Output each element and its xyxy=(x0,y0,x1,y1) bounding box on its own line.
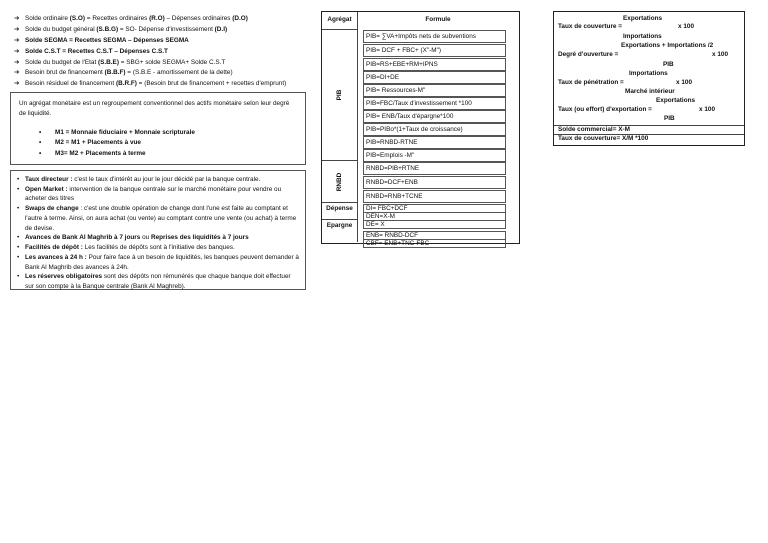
formula-cell-pib: PIB= ENB/Taux d'épargne*100 xyxy=(363,110,506,123)
effort-denominator: PIB xyxy=(664,115,675,122)
bullet-icon: • xyxy=(39,128,42,136)
definition-text: Swaps de change : c'est une double opération de change dont l'une est faite au comptant et l'autre à terme. Ainsi, on aura achat (ou vente) au comptant contre une vente (ou achat) à terme de devise. xyxy=(25,205,297,232)
definition-text: Les réserves obligatoires sont des dépôts non rémunérés que chaque banque doit effectuer sur son compte à la Banque centrale (Bank Al Maghreb). xyxy=(25,273,291,291)
list-item xyxy=(14,15,314,26)
arrow-right-icon: ➔ xyxy=(14,25,20,33)
monetary-aggregate-definition: Un agrégat monétaire est un regroupement conventionnel des actifs monétaire selon leur degré de liquidité. xyxy=(19,100,290,118)
formula-cell-pib: PIB= Ressources-M" xyxy=(363,84,506,97)
budget-balance-list xyxy=(14,15,314,91)
list-item xyxy=(14,59,314,70)
list-item xyxy=(14,48,314,59)
list-item xyxy=(17,253,299,272)
couverture-multiplier: x 100 xyxy=(678,23,694,30)
formula-cell-pib: PIB=FBC/Taux d'investissement *100 xyxy=(363,97,506,110)
definition-text: Avances de Bank Al Maghrib à 7 jours ou Reprises des liquidités à 7 jours xyxy=(25,234,249,242)
formula-cell-pib: PIB=RS+EBE+RM+IPNS xyxy=(363,58,506,71)
definition-text: Taux directeur : c'est le taux d'intérêt au jour le jour décidé par la banque centrale. xyxy=(25,176,261,183)
bullet-icon: • xyxy=(17,253,20,261)
bullet-text: Solde ordinaire (S.O) = Recettes ordinaires (R.O) – Dépenses ordinaires (D.O) xyxy=(25,15,248,22)
group-label-epargne: Epargne xyxy=(326,222,353,229)
bullet-text: Besoin résiduel de financement (B.R.F) = (Besoin brut de financement + recettes d'emprunt) xyxy=(25,80,287,88)
arrow-right-icon: ➔ xyxy=(14,58,20,66)
list-item: • M3= M2 + Placements à terme xyxy=(39,150,297,161)
formula-cell-pib: PIB=RNBD-RTNE xyxy=(363,136,506,149)
definitions-list xyxy=(17,175,299,292)
definition-text: Les avances à 24 h : Pour faire face à un besoin de liquidités, les banques peuvent demander à Bank Al Maghrib des avances à 24h. xyxy=(25,253,299,271)
formula-cell-epargne: ENB= RNBD-DCF xyxy=(363,231,506,240)
formula-cell-pib: PIB= ∑VA+Impôts nets de subventions xyxy=(363,30,506,43)
list-item xyxy=(17,243,299,253)
list-item: • M2 = M1 + Placements à vue xyxy=(39,139,297,150)
bullet-text: Solde C.S.T = Recettes C.S.T – Dépenses C.S.T xyxy=(25,47,168,55)
formula-cell-rnbd: RNBD=RNB+TCNE xyxy=(363,190,506,203)
trade-ratios-box xyxy=(553,11,745,146)
formula-cell-pib: PIB= DCF + FBC+ (X"-M") xyxy=(363,44,506,57)
bullet-text: Besoin brut de financement (B.B.F) = (S.B.E - amortissement de la dette) xyxy=(25,69,233,77)
bullet-icon: • xyxy=(17,273,20,281)
group-cell-pib xyxy=(322,30,358,161)
formula-cell-rnbd: RNBD=DCF+ENB xyxy=(363,176,506,189)
formula-cell-depense: DEN=X-M xyxy=(363,212,506,221)
ouverture-label: Degré d'ouverture = xyxy=(558,51,619,58)
bullet-icon: • xyxy=(39,149,42,157)
effort-multiplier: x 100 xyxy=(699,106,715,113)
formula-cell-rnbd: RNBD=PIB+RTNE xyxy=(363,162,506,175)
taux-couverture-formula: Taux de couverture= X/M *100 xyxy=(558,135,649,142)
definition-text: Facilités de dépôt : Les facilités de dépôts sont à l'initiative des banques. xyxy=(25,244,235,252)
arrow-right-icon: ➔ xyxy=(14,15,20,22)
list-item xyxy=(17,185,299,204)
ouverture-denominator: PIB xyxy=(663,61,674,68)
bullet-text: Solde SEGMA = Recettes SEGMA – Dépenses SEGMA xyxy=(25,36,189,44)
effort-numerator: Exportations xyxy=(656,97,696,104)
list-item xyxy=(14,69,314,80)
formula-cell-depense: DI= FBC+DCF xyxy=(363,204,506,213)
arrow-right-icon: ➔ xyxy=(14,80,20,88)
formula-cell-depense: DE= X xyxy=(363,220,506,229)
arrow-right-icon: ➔ xyxy=(14,47,20,55)
couverture-label: Taux de couverture = xyxy=(558,23,622,30)
group-cell-rnbd xyxy=(322,161,358,203)
list-item xyxy=(17,175,299,185)
bullet-icon: • xyxy=(17,176,20,183)
monetary-aggregates-box xyxy=(10,92,306,165)
ouverture-numerator: Exportations + Importations /2 xyxy=(621,42,714,49)
solde-commercial: Solde commercial= X-M xyxy=(558,126,630,133)
list-item xyxy=(14,37,314,48)
penetration-numerator: Importations xyxy=(629,70,668,77)
formula-cell-pib: PIB=PIBo*(1+Taux de croissance) xyxy=(363,123,506,136)
arrow-right-icon: ➔ xyxy=(14,36,20,44)
group-cell-depense xyxy=(322,203,358,220)
monetary-aggregate-list xyxy=(19,129,297,161)
effort-label: Taux (ou effort) d'exportation = xyxy=(558,106,652,113)
column-header-formule: Formule xyxy=(425,16,451,23)
penetration-multiplier: x 100 xyxy=(676,79,692,86)
group-label-pib: PIB xyxy=(335,89,343,101)
list-item xyxy=(17,233,299,243)
group-cell-epargne xyxy=(322,220,358,242)
list-item xyxy=(17,204,299,233)
aggregate-formula-table xyxy=(321,11,520,247)
bullet-text: Solde du budget général (S.B.G) = SO- Dépense d'investissement (D.I) xyxy=(25,25,228,33)
couverture-numerator: Exportations xyxy=(623,15,663,22)
group-label-rnbd: RNBD xyxy=(335,172,343,191)
ouverture-multiplier: x 100 xyxy=(712,51,728,58)
formula-cell-pib: PIB=Emplois -M" xyxy=(363,149,506,162)
column-header-agregat: Agrégat xyxy=(322,12,358,30)
list-item: • M1 = Monnaie fiduciaire + Monnaie scripturale xyxy=(39,129,297,140)
bullet-icon: • xyxy=(17,205,20,213)
bullet-icon: • xyxy=(39,139,42,146)
bullet-icon: • xyxy=(17,234,20,242)
formula-cell-epargne: CBF= ENB+TNC-FBC xyxy=(363,239,506,248)
arrow-right-icon: ➔ xyxy=(14,69,20,77)
list-item xyxy=(17,272,299,291)
list-item xyxy=(14,26,314,37)
bullet-icon: • xyxy=(17,244,20,252)
penetration-denominator: Marché intérieur xyxy=(625,88,675,95)
formula-cell-pib: PIB=DI+DE xyxy=(363,71,506,84)
penetration-label: Taux de pénétration = xyxy=(558,79,624,86)
group-label-depense: Dépense xyxy=(326,205,353,212)
bullet-icon: • xyxy=(17,185,20,193)
monetary-policy-definitions-box xyxy=(10,170,306,290)
list-item xyxy=(14,80,314,91)
definition-text: Open Market : intervention de la banque centrale sur le marché monétaire pour vendre ou acheter des titres xyxy=(25,185,282,203)
bullet-text: Solde du budget de l'Etat (S.B.E) = SBG+ solde SEGMA+ Solde C.S.T xyxy=(25,58,226,66)
couverture-denominator: Importations xyxy=(623,33,662,40)
